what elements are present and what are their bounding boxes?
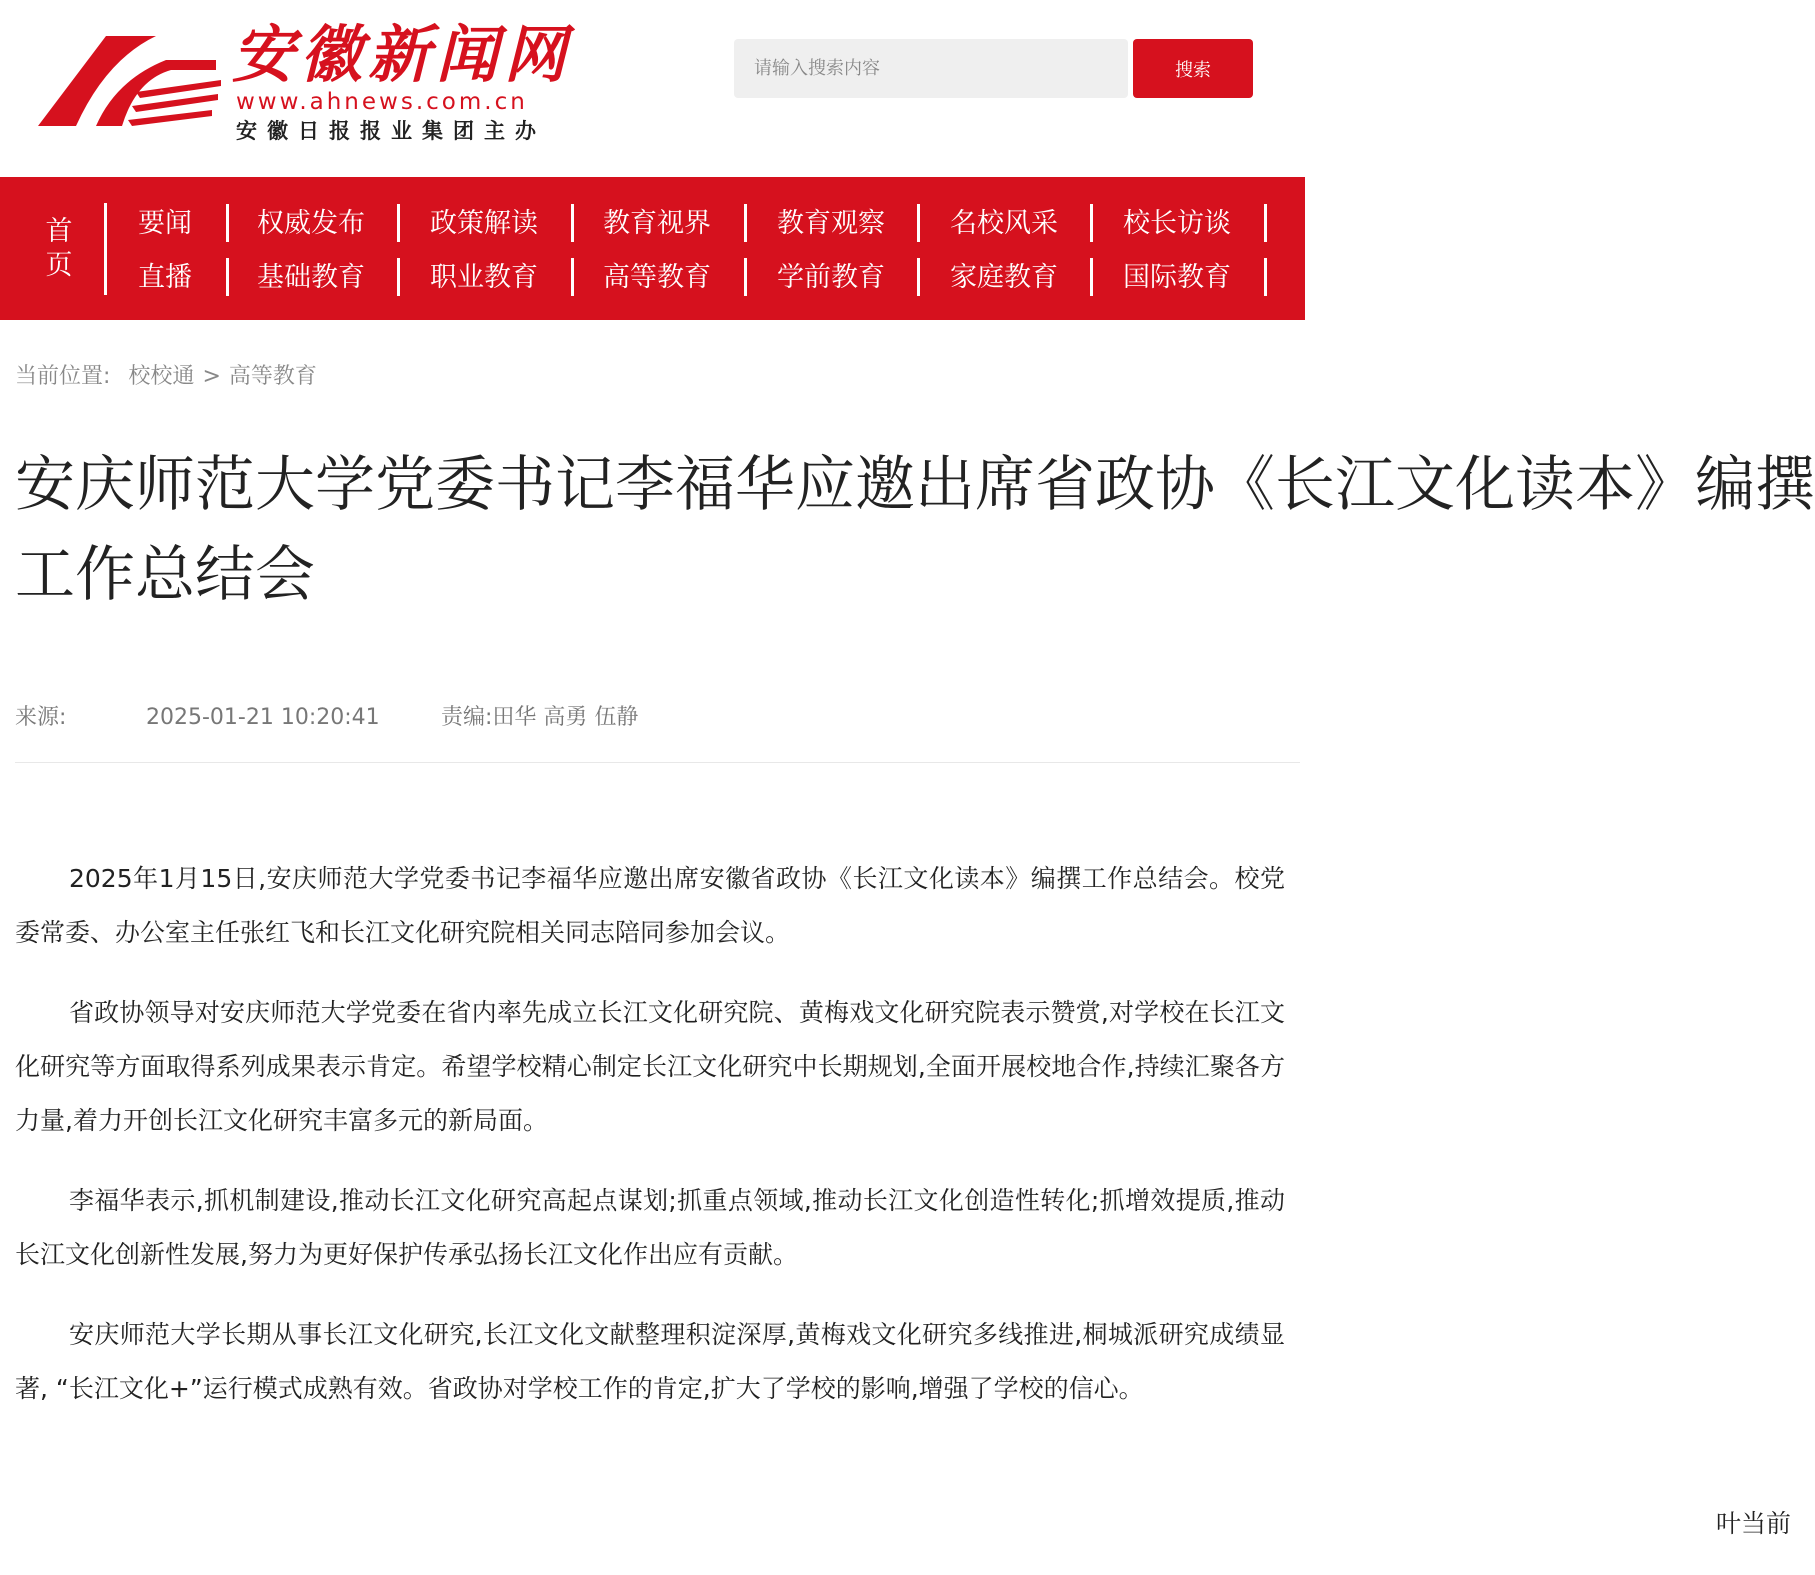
nav-divider	[1264, 204, 1267, 242]
article-source: 来源:	[15, 705, 67, 730]
search-input[interactable]	[734, 39, 1128, 98]
article-paragraph: 省政协领导对安庆师范大学党委在省内率先成立长江文化研究院、黄梅戏文化研究院表示赞赏,对学校在长江文化研究等方面取得系列成果表示肯定。希望学校精心制定长江文化研究中长期规划,全面开展校地合作,持续汇聚各方力量,着力开创长江文化研究丰富多元的新局面。	[15, 998, 1285, 1135]
nav-item[interactable]: 直播	[138, 262, 192, 293]
nav-item[interactable]: 政策解读	[430, 208, 538, 239]
article-title-line: 工作总结会	[15, 540, 315, 610]
nav-divider	[917, 258, 920, 296]
nav-divider	[397, 258, 400, 296]
nav-item[interactable]: 职业教育	[430, 262, 538, 293]
article-paragraph: 安庆师范大学长期从事长江文化研究,长江文化文献整理积淀深厚,黄梅戏文化研究多线推进,桐城派研究成绩显著, “长江文化+”运行模式成熟有效。省政协对学校工作的肯定,扩大了学校的影响,增强了学校的信心。	[15, 1320, 1285, 1403]
main-nav	[0, 177, 1305, 320]
nav-item-home[interactable]	[30, 215, 88, 283]
article-datetime: 2025-01-21 10:20:41	[146, 705, 380, 730]
logo-subtitle: 安徽日报报业集团主办	[236, 119, 546, 143]
meta-divider	[15, 762, 1300, 763]
nav-item[interactable]: 要闻	[138, 208, 192, 239]
article-title-line: 安庆师范大学党委书记李福华应邀出席省政协《长江文化读本》编撰	[15, 450, 1815, 520]
nav-divider	[1264, 258, 1267, 296]
nav-divider	[1090, 204, 1093, 242]
nav-item[interactable]: 高等教育	[603, 262, 711, 293]
nav-divider	[917, 204, 920, 242]
breadcrumb-link[interactable]: 高等教育	[228, 364, 317, 389]
nav-item[interactable]: 国际教育	[1123, 262, 1231, 293]
nav-item[interactable]: 家庭教育	[950, 262, 1058, 293]
nav-divider	[571, 258, 574, 296]
logo-url: www.ahnews.com.cn	[236, 89, 528, 115]
nav-item[interactable]: 名校风采	[950, 208, 1058, 239]
article-author: 叶当前	[1715, 1509, 1791, 1538]
breadcrumb-separator: >	[202, 364, 221, 389]
nav-divider	[397, 204, 400, 242]
nav-item[interactable]: 教育视界	[603, 208, 711, 239]
nav-home-char: 页	[45, 250, 73, 281]
nav-item[interactable]: 学前教育	[777, 262, 885, 293]
nav-item[interactable]: 校长访谈	[1123, 208, 1231, 239]
nav-divider	[226, 204, 229, 242]
search-button[interactable]: 搜索	[1133, 39, 1253, 98]
nav-divider	[1090, 258, 1093, 296]
nav-item[interactable]: 权威发布	[257, 208, 365, 239]
article-editor: 责编:田华 高勇 伍静	[441, 705, 639, 730]
nav-divider	[744, 258, 747, 296]
breadcrumb-link[interactable]: 校校通	[128, 364, 195, 389]
nav-divider	[571, 204, 574, 242]
breadcrumb	[15, 362, 317, 392]
logo-title: 安徽新闻网	[232, 18, 573, 91]
nav-home-char: 首	[45, 216, 73, 247]
site-logo[interactable]	[36, 18, 576, 158]
nav-item[interactable]: 基础教育	[257, 262, 365, 293]
nav-item[interactable]: 教育观察	[777, 208, 885, 239]
article-paragraph: 李福华表示,抓机制建设,推动长江文化研究高起点谋划;抓重点领域,推动长江文化创造性转化;抓增效提质,推动长江文化创新性发展,努力为更好保护传承弘扬长江文化作出应有贡献。	[15, 1186, 1285, 1269]
article-body	[15, 852, 1285, 1442]
site-header	[0, 0, 1305, 176]
breadcrumb-label: 当前位置:	[15, 364, 111, 389]
nav-divider	[226, 258, 229, 296]
logo-emblem-icon	[36, 30, 226, 140]
article-paragraph: 2025年1月15日,安庆师范大学党委书记李福华应邀出席安徽省政协《长江文化读本》编撰工作总结会。校党委常委、办公室主任张红飞和长江文化研究院相关同志陪同参加会议。	[15, 864, 1285, 947]
nav-divider	[744, 204, 747, 242]
article-title	[15, 440, 1815, 620]
